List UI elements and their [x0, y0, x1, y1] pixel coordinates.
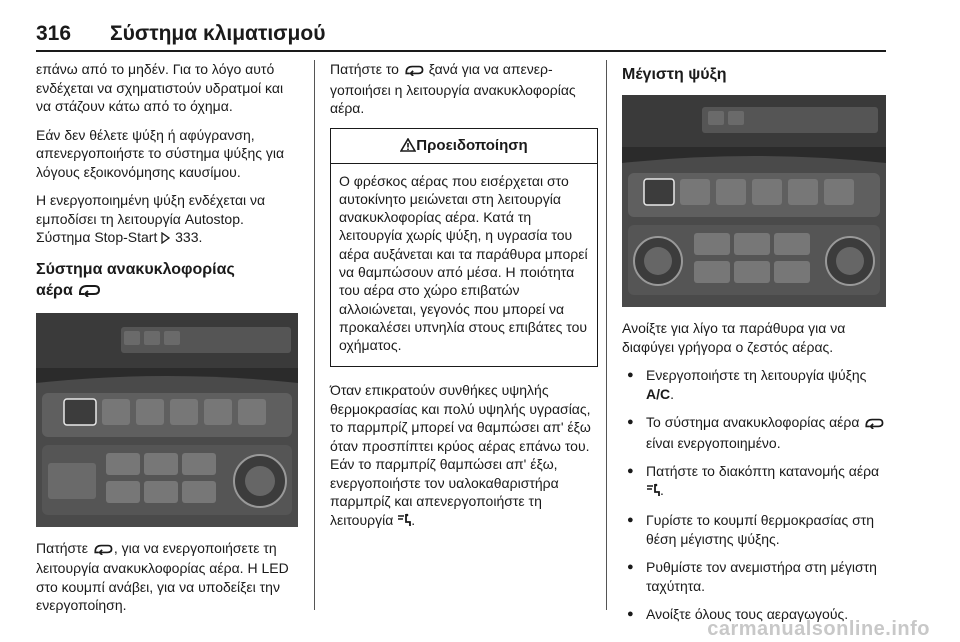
column-1	[36, 60, 298, 625]
list-item: ● Ενεργοποιήστε τη λειτουργία ψύξης A/C.	[622, 366, 890, 403]
page-reference-arrow-icon	[161, 230, 171, 249]
paragraph: επάνω από το μηδέν. Για το λόγο αυτό ενδέχεται να σχηματιστούν υδρατμοί και να στάζουν κάτω από το όχημα.	[36, 61, 284, 114]
column-2	[330, 60, 598, 541]
warning-triangle-icon	[400, 138, 416, 156]
warning-box	[330, 128, 598, 368]
paragraph: Η ενεργοποιημένη ψύξη ενδέχεται να εμποδίσει τη λειτουργία Autostop. Σύστημα Stop-Start 333.	[36, 191, 298, 249]
warning-header: Προειδοποίηση	[331, 129, 597, 164]
paragraph: Πατήστε , για να ενεργοποιήσετε τη λειτουργία ανακυκλοφορίας αέρα. Η LED στο κουμπί ανάβει, για να υποδείξει την ενεργοποίηση.	[36, 539, 289, 613]
watermark: carmanualsonline.info	[707, 618, 930, 640]
climate-panel-photo	[622, 95, 886, 307]
list-item: ● Πατήστε το διακόπτη κατανομής αέρα .	[622, 462, 890, 501]
warning-text: Ο φρέσκος αέρας που εισέρχεται στο αυτοκίνητο μειώνεται στη λειτουργία ανακυκλοφορίας αέρα. Κατά τη λειτουργία χωρίς ψύξη, η υγρασία του αέρα αυξάνεται και τα παράθυρα μπορεί να θαμπώσουν από μέσα. Η ποιότητα του αέρα στο χώρο επιβατών αλλοιώνεται, γεγονός που μπορεί να προκαλέσει υπνηλία στους επιβάτες του οχήματος.	[339, 172, 588, 354]
ac-key-label: A/C	[646, 385, 671, 402]
paragraph: Εάν δεν θέλετε ψύξη ή αφύγρανση, απενεργοποιήστε το σύστημα ψύξης για λόγους εξοικονόμησης καυσίμου.	[36, 126, 285, 180]
column-3	[622, 60, 890, 634]
paragraph: Ανοίξτε για λίγο τα παράθυρα για να διαφύγει γρήγορα ο ζεστός αέρας.	[622, 320, 846, 355]
list-item: ● Ρυθμίστε τον ανεμιστήρα στη μέγιστη ταχύτητα.	[622, 558, 890, 595]
page-reference[interactable]: 333	[175, 229, 199, 245]
air-distribution-seat-icon	[397, 513, 411, 532]
air-recirculation-icon	[77, 282, 101, 303]
climate-panel-photo	[36, 313, 298, 527]
header-rule	[36, 50, 886, 52]
column-divider	[606, 60, 607, 610]
page-number: 316	[36, 22, 72, 45]
air-distribution-seat-icon	[646, 483, 660, 502]
list-item: ● Γυρίστε το κουμπί θερμοκρασίας στη θέση μέγιστης ψύξης.	[622, 511, 890, 548]
page-header	[0, 0, 960, 52]
list-item: ● Το σύστημα ανακυκλοφορίας αέρα είναι ενεργοποιημένο.	[622, 413, 890, 452]
list-item: ● Ανοίξτε όλους τους αεραγωγούς.	[622, 605, 890, 624]
air-recirculation-icon	[92, 541, 114, 560]
air-recirculation-icon	[403, 62, 425, 81]
column-divider	[314, 60, 315, 610]
paragraph: Όταν επικρατούν συνθήκες υψηλής θερμοκρασίας και πολύ υψηλής υγρασίας, το παρμπρίζ μπορεί να θαμπώσει απ' έξω όταν προσπίπτει κρύος αέρας επάνω του. Εάν το παρμπρίζ θαμπώσει απ' έξω, ενεργοποιήστε τον υαλοκαθαριστήρα παρμπρίζ και απενεργοποιήστε τη λειτουργία .	[330, 381, 598, 531]
paragraph: Πατήστε το ξανά για να απενεργοποιήσει η λειτουργία ανακυκλοφορίας αέρα.	[330, 61, 576, 116]
section-heading: Σύστημα ανακυκλοφορίας αέρα	[36, 259, 298, 303]
air-recirculation-icon	[863, 415, 885, 434]
section-heading: Μέγιστη ψύξη	[622, 66, 727, 83]
instruction-list	[622, 366, 890, 624]
page-title: Σύστημα κλιματισμού	[110, 22, 326, 45]
